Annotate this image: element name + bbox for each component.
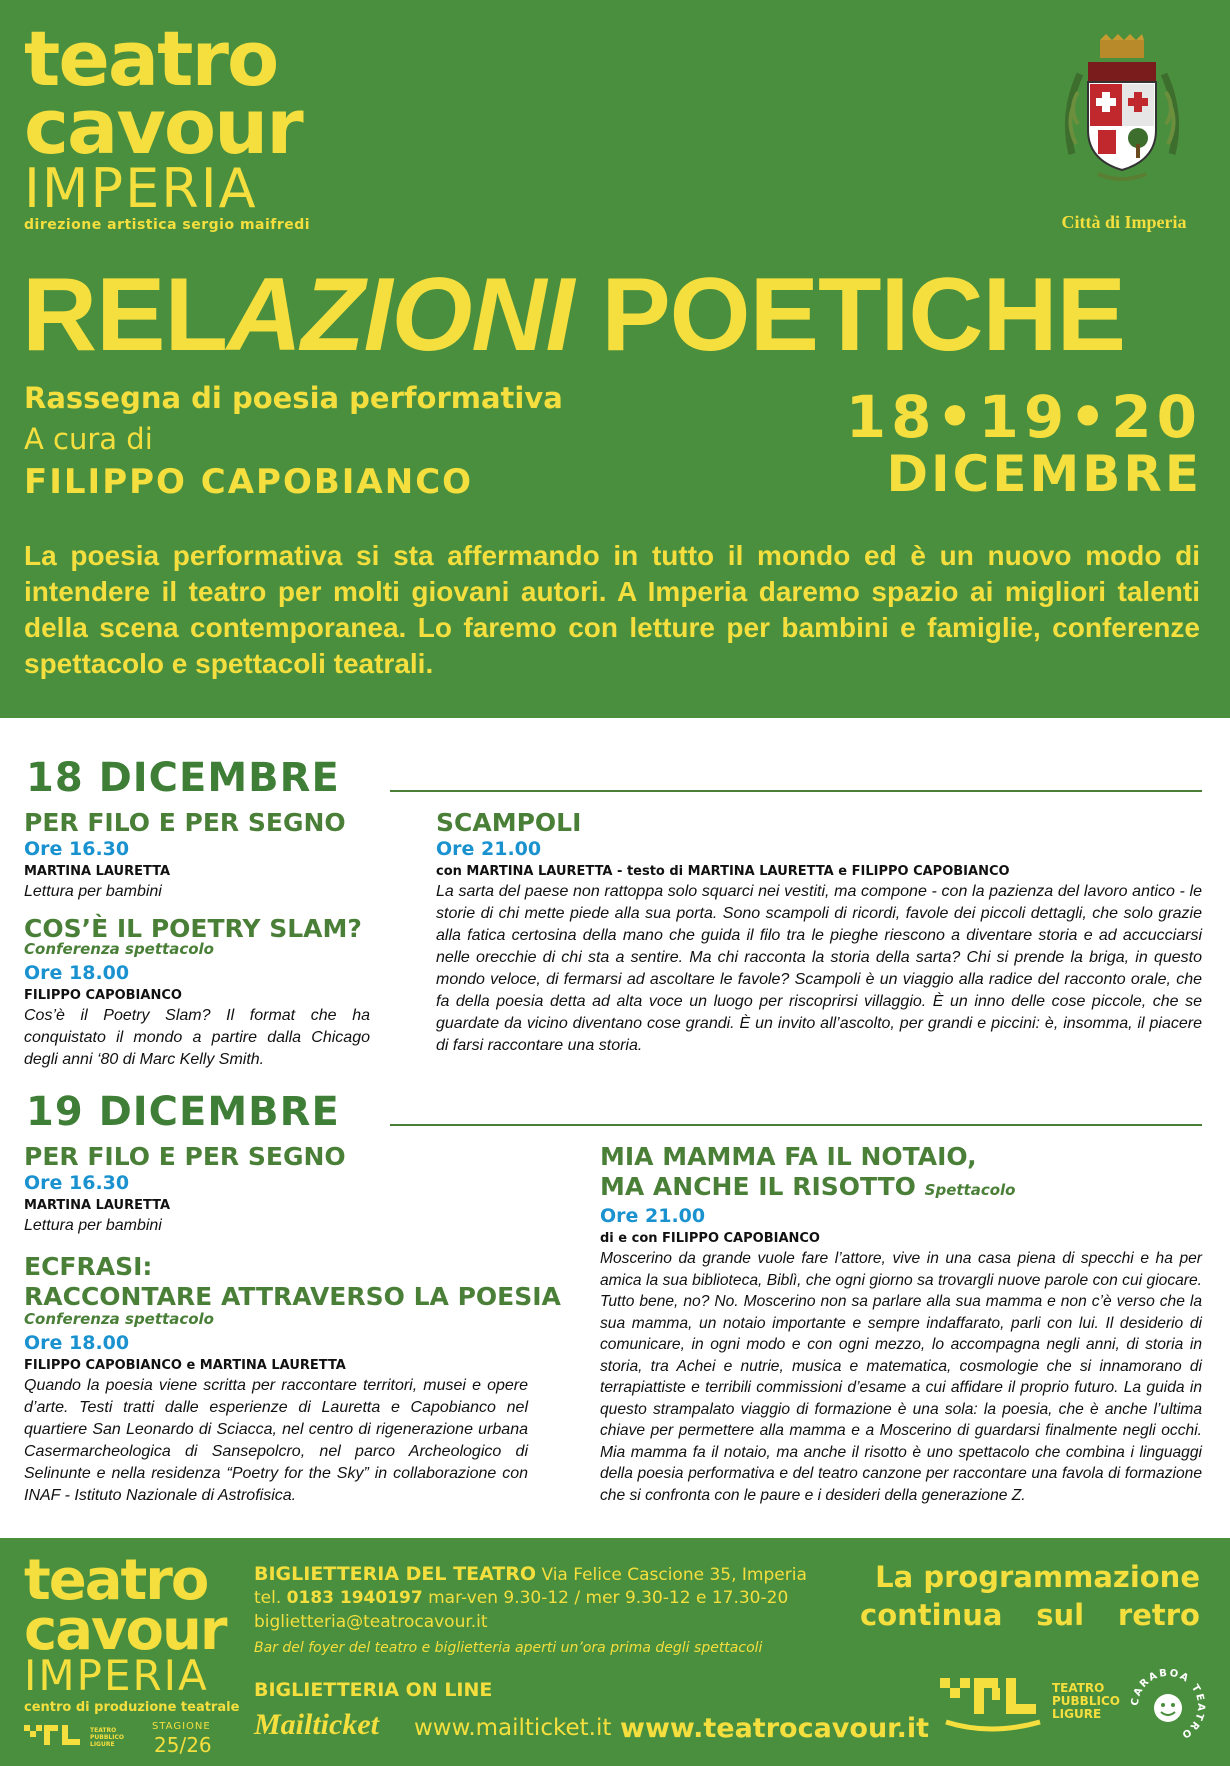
- coat-of-arms-icon: [1058, 34, 1186, 184]
- program-continues-cta: [860, 1558, 1200, 1634]
- event-time: Ore 21.00: [600, 1205, 706, 1227]
- event-performer: MARTINA LAURETTA: [24, 1198, 171, 1213]
- title-part-rel: REL: [22, 257, 227, 373]
- event-category: Spettacolo: [924, 1181, 1016, 1199]
- footer-logo-teatro: teatro: [24, 1548, 208, 1613]
- footer-logo-tagline: centro di produzione teatrale: [24, 1699, 240, 1715]
- festival-intro: La poesia performativa si sta affermando in tutto il mondo ed è un nuovo modo di intendere il teatro per molti giovani autori. A Imperia daremo spazio ai migliori talenti della scena contemporanea. Lo faremo con letture per bambini e famiglie, conferenze spettacolo e spettacoli teatrali.: [24, 540, 1200, 679]
- theatre-logo: [24, 14, 311, 233]
- box-office-phone-line: [254, 1586, 788, 1610]
- event-performer: FILIPPO CAPOBIANCO e MARTINA LAURETTA: [24, 1358, 346, 1373]
- title-part-poetiche: POETICHE: [573, 257, 1125, 373]
- cta-word-retro: retro: [1117, 1598, 1200, 1632]
- event-title-line2: RACCONTARE ATTRAVERSO LA POESIA: [24, 1282, 561, 1311]
- festival-month: DICEMBRE: [886, 445, 1202, 503]
- event-performer: MARTINA LAURETTA: [24, 864, 171, 879]
- event-performer: con MARTINA LAURETTA - testo di MARTINA LAURETTA e FILIPPO CAPOBIANCO: [436, 864, 1010, 879]
- event-description: Cos’è il Poetry Slam? Il format che ha conquistato il mondo a partire dalla Chicago degli anni ‘80 di Marc Kelly Smith.: [24, 1007, 370, 1068]
- event-18-poetry-slam: [24, 914, 370, 1071]
- footer-banner: [0, 1538, 1230, 1766]
- title-part-azioni: AZIONI: [227, 257, 574, 373]
- city-coat-of-arms: [1058, 34, 1186, 184]
- event-description: Moscerino da grande vuole fare l’attore, vive in una casa piena di specchi e ha per amica la sua biblioteca, Biblì, che ogni giorno sa trovargli nuove parole con cui giocare. Tutto bene, no? No. Moscerino non sa parlare alla sua mamma e non c’è verso che la sua mamma, un notaio importante e sempre indaffarato, parli con lui. Il desiderio di comunicare, in ogni modo e con ogni mezzo, lo accompagna negli anni, di storia in storia, tra Achei e nutrie, musica e matematica, cosmologie che si innamorano di terrapiattiste e terribili commissioni d’esame a cui affidare il proprio futuro. La guida in questo strampalato viaggio di formazione è una sola: la poesia, che è anche l’ultima chiave per permettere alla mamma e a Moscerino di guardarsi finalmente negli occhi. Mia mamma fa il notaio, ma anche il risotto è uno spettacolo che combina i linguaggi della poesia performativa e del teatro canzone per raccontare una favola di formazione che si confronta con le paure e i desideri della generazione Z.: [600, 1250, 1202, 1504]
- tpl-small-icon: [24, 1725, 86, 1751]
- event-title-line1: ECFRASI:: [24, 1252, 153, 1281]
- season-value: 25/26: [154, 1732, 212, 1757]
- footer-logo-imperia: IMPERIA: [24, 1650, 209, 1700]
- event-time: Ore 21.00: [436, 838, 542, 860]
- tel-label: tel.: [254, 1588, 282, 1608]
- event-title: SCAMPOLI: [436, 808, 582, 837]
- logo-line-teatro: teatro: [24, 14, 278, 103]
- event-time: Ore 18.00: [24, 1332, 130, 1354]
- tpl-logo: [940, 1678, 1120, 1738]
- event-time: Ore 16.30: [24, 838, 130, 860]
- day-heading-18: 18 DICEMBRE: [26, 755, 340, 801]
- festival-dates: 18•19•20: [845, 383, 1202, 451]
- box-office-email[interactable]: biglietteria@teatrocavour.it: [254, 1612, 488, 1632]
- event-performer: FILIPPO CAPOBIANCO: [24, 988, 182, 1003]
- teatrocavour-url[interactable]: www.teatrocavour.it: [620, 1713, 930, 1744]
- caraboa-text: CARABOA TEATRO: [1129, 1667, 1207, 1741]
- box-office-line: [254, 1562, 807, 1587]
- mailticket-logo: Mailticket: [254, 1708, 379, 1741]
- box-office-note: Bar del foyer del teatro e biglietteria aperti un’ora prima degli spettacoli: [254, 1640, 763, 1656]
- event-title-line2: [600, 1172, 1202, 1205]
- event-title: PER FILO E PER SEGNO: [24, 1142, 346, 1171]
- caraboa-badge-icon: [1128, 1666, 1208, 1746]
- box-office-address: Via Felice Cascione 35, Imperia: [541, 1565, 807, 1585]
- footer-logo-cavour: cavour: [24, 1597, 226, 1663]
- event-time: Ore 16.30: [24, 1172, 130, 1194]
- festival-title: [22, 257, 1125, 373]
- event-category: Conferenza spettacolo: [24, 1310, 214, 1328]
- logo-tagline: direzione artistica sergio maifredi: [24, 216, 311, 233]
- tpl-logo-icon: [940, 1678, 1052, 1734]
- footer-theatre-logo: [24, 1548, 240, 1757]
- day-18-divider: [390, 790, 1202, 792]
- event-19-mia-mamma: [600, 1142, 1202, 1506]
- event-title-line1: MIA MAMMA FA IL NOTAIO,: [600, 1142, 977, 1171]
- event-18-per-filo: [24, 808, 374, 903]
- tpl-line1: TEATRO: [1052, 1681, 1105, 1695]
- event-19-per-filo: [24, 1142, 524, 1237]
- footer-tpl-label: TEATRO PUBBLICO LIGURE: [90, 1726, 124, 1748]
- header-banner: [0, 0, 1230, 718]
- event-title: COS’È IL POETRY SLAM?: [24, 914, 362, 943]
- caraboa-logo: [1128, 1666, 1208, 1746]
- event-category: Conferenza spettacolo: [24, 940, 214, 958]
- event-title-line2-text: MA ANCHE IL RISOTTO: [600, 1172, 916, 1201]
- event-performer: di e con FILIPPO CAPOBIANCO: [600, 1231, 820, 1246]
- event-19-ecfrasi: [24, 1252, 561, 1507]
- event-18-scampoli: [436, 808, 1202, 1057]
- event-description: Lettura per bambini: [24, 883, 162, 900]
- cta-word-sul: sul: [1036, 1598, 1085, 1632]
- tpl-line3: LIGURE: [1052, 1707, 1102, 1721]
- festival-subtitle: Rassegna di poesia performativa: [24, 381, 563, 415]
- logo-line-imperia: IMPERIA: [24, 156, 258, 220]
- online-title: BIGLIETTERIA ON LINE: [254, 1679, 493, 1701]
- tpl-line2: PUBBLICO: [1052, 1694, 1120, 1708]
- tpl-logo-text: [1052, 1682, 1120, 1721]
- event-time: Ore 18.00: [24, 962, 130, 984]
- day-19-divider: [390, 1124, 1202, 1126]
- mailticket-url[interactable]: www.mailticket.it: [414, 1715, 612, 1741]
- curated-by-label: A cura di: [24, 422, 153, 456]
- box-office-title: BIGLIETTERIA DEL TEATRO: [254, 1563, 537, 1585]
- cta-word-continua: continua: [860, 1598, 1003, 1632]
- footer-season-row: [24, 1721, 234, 1757]
- opening-hours: mar-ven 9.30-12 / mer 9.30-12 e 17.30-20: [428, 1588, 789, 1608]
- event-title: PER FILO E PER SEGNO: [24, 808, 346, 837]
- phone-number[interactable]: 0183 1940197: [286, 1588, 423, 1608]
- city-label: Città di Imperia: [1061, 212, 1187, 232]
- cta-line2: [860, 1596, 1200, 1634]
- event-description: Lettura per bambini: [24, 1217, 162, 1234]
- day-heading-19: 19 DICEMBRE: [26, 1089, 340, 1135]
- curator-name: FILIPPO CAPOBIANCO: [24, 462, 474, 502]
- cta-line1: La programmazione: [875, 1560, 1200, 1594]
- season-label: STAGIONE: [152, 1720, 211, 1732]
- event-description: La sarta del paese non rattoppa solo squarci nei vestiti, ma compone - con la pazienza del lavoro antico - le storie di chi mette piede alla sua porta. Sono scampoli di ricordi, favole dei piccoli dettagli, che solo grazie alla fatica certosina della mano che guida il filo tra le pieghe riescono a diventare storia e ad accucciarsi nelle orecchie di chi sta a sentire. Ma chi racconta la storia della sarta? Chi si prende la briga, in questo mondo veloce, di fermarsi ad ascoltare le favole? Scampoli è un viaggio alla radice del racconto orale, che fa della poesia detta ad alta voce un luogo per riscoprirsi villaggio. È un inno delle cose piccole, che se guardate da vicino diventano cose grandi. È un invito all’ascolto, per grandi e piccini: è, insomma, il piacere di farsi raccontare una storia.: [436, 883, 1202, 1054]
- event-description: Quando la poesia viene scritta per raccontare territori, musei e opere d’arte. Testi tratti dalle esperienze di Lauretta e Capobianco nel quartiere San Leonardo di Sciacca, nel centro di rigenerazione urbana Casermarcheologica di Sansepolcro, nel parco Archeologico di Selinunte e nella residenza “Poetry for the Sky” in collaborazione con INAF - Istituto Nazionale di Astrofisica.: [24, 1377, 528, 1504]
- logo-line-cavour: cavour: [24, 82, 302, 172]
